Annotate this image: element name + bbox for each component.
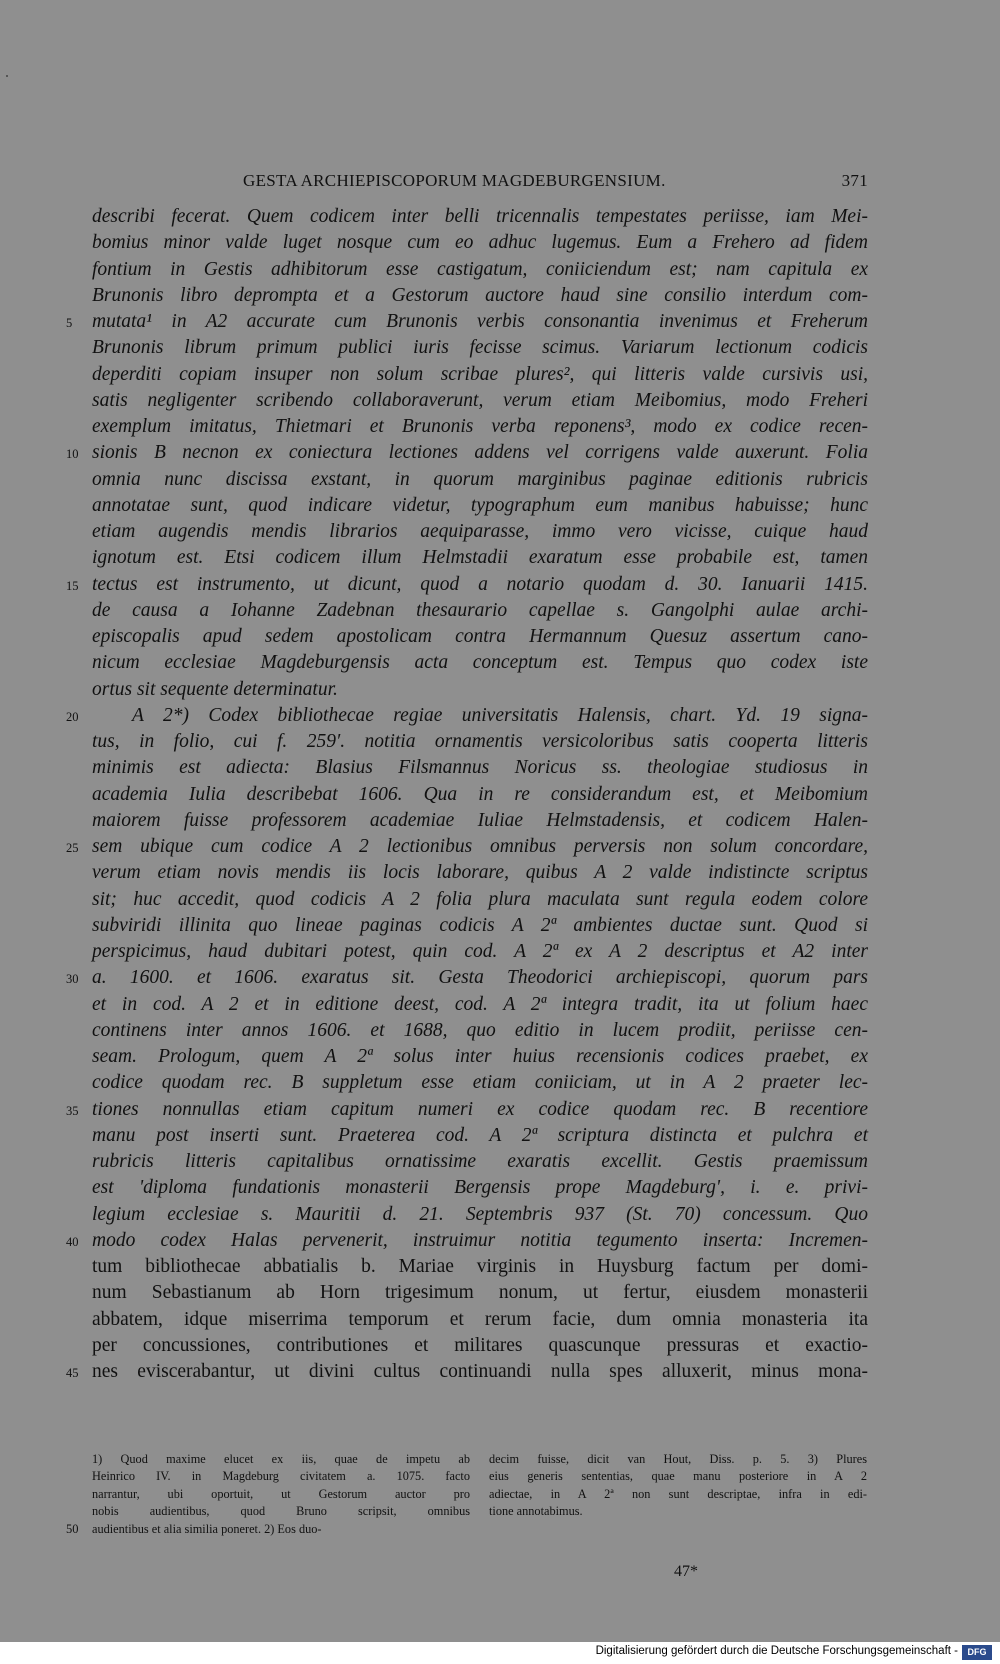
footnotes-right-column (489, 1451, 867, 1521)
line-number: 50 (66, 1521, 79, 1536)
text-line (92, 1202, 868, 1228)
footnote-line-content: eius generis sententias, quae manu posteriore in A 2 (489, 1469, 867, 1484)
text-line-content: legium ecclesiae s. Mauritii d. 21. Septembris 937 (St. 70) concessum. Quo (92, 1203, 868, 1225)
text-line (92, 808, 868, 834)
footnote-line (66, 1521, 470, 1538)
text-line-content: describi fecerat. Quem codicem inter belli tricennalis tempestates periisse, iam Mei- (92, 206, 868, 227)
text-line (92, 230, 868, 256)
running-title: GESTA ARCHIEPISCOPORUM MAGDEBURGENSIUM. (243, 171, 666, 190)
text-line (92, 467, 868, 493)
footnote-line (489, 1503, 867, 1520)
footnote-line (489, 1468, 867, 1485)
text-line (66, 1228, 868, 1254)
text-line (66, 703, 868, 729)
line-number: 15 (66, 578, 79, 593)
text-line-content: codice quodam rec. B suppletum esse etiam coniiciam, ut in A 2 praeter lec- (92, 1072, 868, 1094)
text-line (92, 729, 868, 755)
text-line (92, 1333, 868, 1359)
text-line-content: et in cod. A 2 et in editione deest, cod. A 2ª integra tradit, ita ut folium haec (92, 993, 868, 1015)
text-line (92, 283, 868, 309)
text-line (92, 1123, 868, 1149)
text-line-content: modo codex Halas pervenerit, instruimur notitia tegumento inserta: Incremen- (92, 1229, 868, 1251)
line-number: 10 (66, 447, 79, 462)
text-line-content: fontium in Gestis adhibitorum esse castigatum, coniiciendum est; nam capitula ex (92, 258, 868, 280)
text-line-content: nes eviscerabantur, ut divini cultus continuandi nulla spes alluxerit, minus mona- (92, 1361, 868, 1382)
text-line-content: academia Iulia describebat 1606. Qua in re considerandum est, et Meibomium (92, 783, 868, 805)
text-line (92, 1070, 868, 1096)
text-line-content: num Sebastianum ab Horn trigesimum nonum, ut fertur, eiusdem monasterii (92, 1282, 868, 1304)
line-number: 30 (66, 972, 79, 987)
text-line (92, 624, 868, 650)
footnote-line (92, 1486, 470, 1503)
text-line (66, 309, 868, 335)
text-line (92, 939, 868, 965)
text-line (92, 1149, 868, 1175)
text-line (92, 362, 868, 388)
line-number: 25 (66, 841, 79, 855)
running-header (88, 171, 868, 195)
text-line (92, 204, 868, 230)
text-line (92, 650, 868, 676)
text-line-content: a. 1600. et 1606. exaratus sit. Gesta Theodorici archiepiscopi, quorum pars (92, 967, 868, 989)
text-line (92, 1018, 868, 1044)
text-line (92, 257, 868, 283)
text-line-content: satis negligenter scribendo collaboraverunt, verum etiam Meibomius, modo Freheri (92, 389, 868, 411)
text-line-content: per concussiones, contributiones et militares quascunque pressuras et exactio- (92, 1334, 868, 1356)
text-line-content: continens inter annos 1606. et 1688, quo editio in lucem prodiit, periisse cen- (92, 1019, 868, 1041)
text-line (92, 519, 868, 545)
text-line-content: subviridi illinita quo lineae paginas codicis A 2ª ambientes ductae sunt. Quod si (92, 914, 868, 936)
text-line-content: verum etiam novis mendis iis locis laborare, quibus A 2 valde indistincte scriptus (92, 862, 868, 884)
text-line (66, 965, 868, 991)
text-line-content: sionis B necnon ex coniectura lectiones addens vel corrigens valde auxerunt. Folia (92, 442, 868, 464)
text-line (66, 440, 868, 466)
text-line-content: deperditi copiam insuper non solum scribae plures², qui litteris valde cursivis usi, (92, 363, 868, 385)
digitization-footer (0, 1642, 1000, 1664)
text-line (92, 545, 868, 571)
line-number: 45 (66, 1366, 79, 1380)
text-line (92, 1175, 868, 1201)
page-number: 371 (841, 171, 868, 190)
text-line-content: tiones nonnullas etiam capitum numeri ex codice quodam rec. B recentiore (92, 1098, 868, 1120)
footnote-line-content: 1) Quod maxime elucet ex iis, quae de impetu ab (92, 1452, 470, 1466)
text-line-content: Brunonis libro deprompta et a Gestorum auctore haud sine consilio interdum com- (92, 284, 868, 306)
text-line-content: de causa a Iohanne Zadebnan thesaurario capellae s. Gangolphi aulae archi- (92, 599, 868, 621)
text-line (92, 493, 868, 519)
text-line-content: minimis est adiecta: Blasius Filsmannus Noricus ss. theologiae studiosus in (92, 757, 868, 779)
footnote-line (92, 1468, 470, 1485)
text-line-content: abbatem, idque miserrima temporum et rerum facie, dum omnia monasteria ita (92, 1308, 868, 1330)
text-line-content: etiam augendis mendis librarios aequiparasse, immo vero vicisse, cuique haud (92, 521, 868, 542)
text-line (92, 388, 868, 414)
text-line (66, 834, 868, 860)
text-line (92, 887, 868, 913)
text-line (92, 992, 868, 1018)
text-line (92, 1254, 868, 1280)
text-line-content: tum bibliothecae abbatialis b. Mariae virginis in Huysburg factum per domi- (92, 1256, 868, 1277)
text-line (92, 414, 868, 440)
footnote-line-content: adiectae, in A 2ª non sunt descriptae, infra in edi- (489, 1486, 867, 1501)
footnote-line-content: tione annotabimus. (489, 1504, 583, 1519)
text-line (92, 1280, 868, 1306)
text-line-content: A 2*) Codex bibliothecae regiae universitatis Halensis, chart. Yd. 19 signa- (132, 704, 868, 726)
text-line-content: sit; huc accedit, quod codicis A 2 folia plura maculata sunt regula eodem colore (92, 888, 868, 910)
text-line-content: est 'diploma fundationis monasterii Bergensis prope Magdeburg', i. e. privi- (92, 1177, 868, 1199)
footnote-line (489, 1451, 867, 1468)
dfg-logo: DFG (962, 1645, 992, 1660)
text-line-content: Brunonis librum primum publici iuris fecisse scimus. Variarum lectionum codicis (92, 337, 868, 359)
footnote-line-content: nobis audientibus, quod Bruno scripsit, omnibus (92, 1504, 470, 1519)
footnote-line (489, 1486, 867, 1503)
text-line-content: maiorem fuisse professorem academiae Iuliae Helmstadensis, et codicem Halen- (92, 809, 868, 831)
text-line (92, 782, 868, 808)
text-line (92, 335, 868, 361)
text-line-content: bomius minor valde luget nosque cum eo adhuc lugemus. Eum a Frehero ad fidem (92, 232, 868, 254)
footnotes (66, 1451, 868, 1551)
text-line (92, 860, 868, 886)
text-line-content: tus, in folio, cui f. 259′. notitia ornamentis versicoloribus satis cooperta litteris (92, 731, 868, 752)
footnote-line (92, 1503, 470, 1520)
footnotes-left-column (66, 1451, 470, 1538)
text-line-content: perspicimus, haud dubitari potest, quin cod. A 2ª ex A 2 descriptus et A2 inter (92, 941, 868, 962)
text-line-content: omnia nunc discissa exstant, in quorum marginibus paginae editionis rubricis (92, 468, 868, 490)
signature-mark: 47* (674, 1563, 698, 1580)
text-line-content: ortus sit sequente determinatur. (92, 678, 338, 700)
text-line-content: ignotum est. Etsi codicem illum Helmstadii exaratum esse probabile est, tamen (92, 547, 868, 569)
footnote-line (92, 1451, 470, 1468)
text-line (66, 1097, 868, 1123)
text-line-content: annotatae sunt, quod indicare videtur, typographum eum manibus habuisse; hunc (92, 494, 868, 516)
scan-speck (6, 75, 8, 77)
text-line (92, 1044, 868, 1070)
text-line-content: exemplum imitatus, Thietmari et Brunonis verba reponens³, modo ex codice recen- (92, 416, 868, 437)
text-line-content: manu post inserti sunt. Praeterea cod. A 2ª scriptura distincta et pulchra et (92, 1124, 868, 1146)
text-line (92, 677, 868, 703)
text-line-content: rubricis litteris capitalibus ornatissime exaratis excellit. Gestis praemissum (92, 1151, 868, 1172)
text-line-content: episcopalis apud sedem apostolicam contra Hermannum Quesuz assertum cano- (92, 626, 868, 647)
text-line (66, 572, 868, 598)
line-number: 40 (66, 1234, 79, 1249)
line-number: 35 (66, 1103, 79, 1118)
text-line-content: mutata¹ in A2 accurate cum Brunonis verbis consonantia invenimus et Freherum (92, 311, 868, 332)
footnote-line-content: decim fuisse, dicit van Hout, Diss. p. 5. 3) Plures (489, 1452, 867, 1466)
text-line (92, 913, 868, 939)
text-line-content: seam. Prologum, quem A 2ª solus inter huius recensionis codices praebet, ex (92, 1046, 868, 1067)
text-line-content: nicum ecclesiae Magdeburgensis acta conceptum est. Tempus quo codex iste (92, 652, 868, 674)
line-number: 20 (66, 709, 79, 724)
line-number: 5 (66, 316, 73, 330)
text-line (66, 1359, 868, 1385)
text-line (92, 598, 868, 624)
footnote-line-content: narrantur, ubi oportuit, ut Gestorum auctor pro (92, 1486, 470, 1501)
footnote-line-content: Heinrico IV. in Magdeburg civitatem a. 1075. facto (92, 1469, 470, 1484)
digitization-credit: Digitalisierung gefördert durch die Deutsche Forschungsgemeinschaft - (595, 1645, 958, 1657)
footnote-line-content: audientibus et alia similia poneret. 2) Eos duo- (92, 1521, 322, 1536)
text-line (92, 755, 868, 781)
text-line-content: sem ubique cum codice A 2 lectionibus omnibus perversis non solum concordare, (92, 836, 868, 857)
text-line-content: tectus est instrumento, ut dicunt, quod a notario quodam d. 30. Ianuarii 1415. (92, 573, 868, 595)
main-text (66, 204, 868, 1385)
text-line (92, 1307, 868, 1333)
